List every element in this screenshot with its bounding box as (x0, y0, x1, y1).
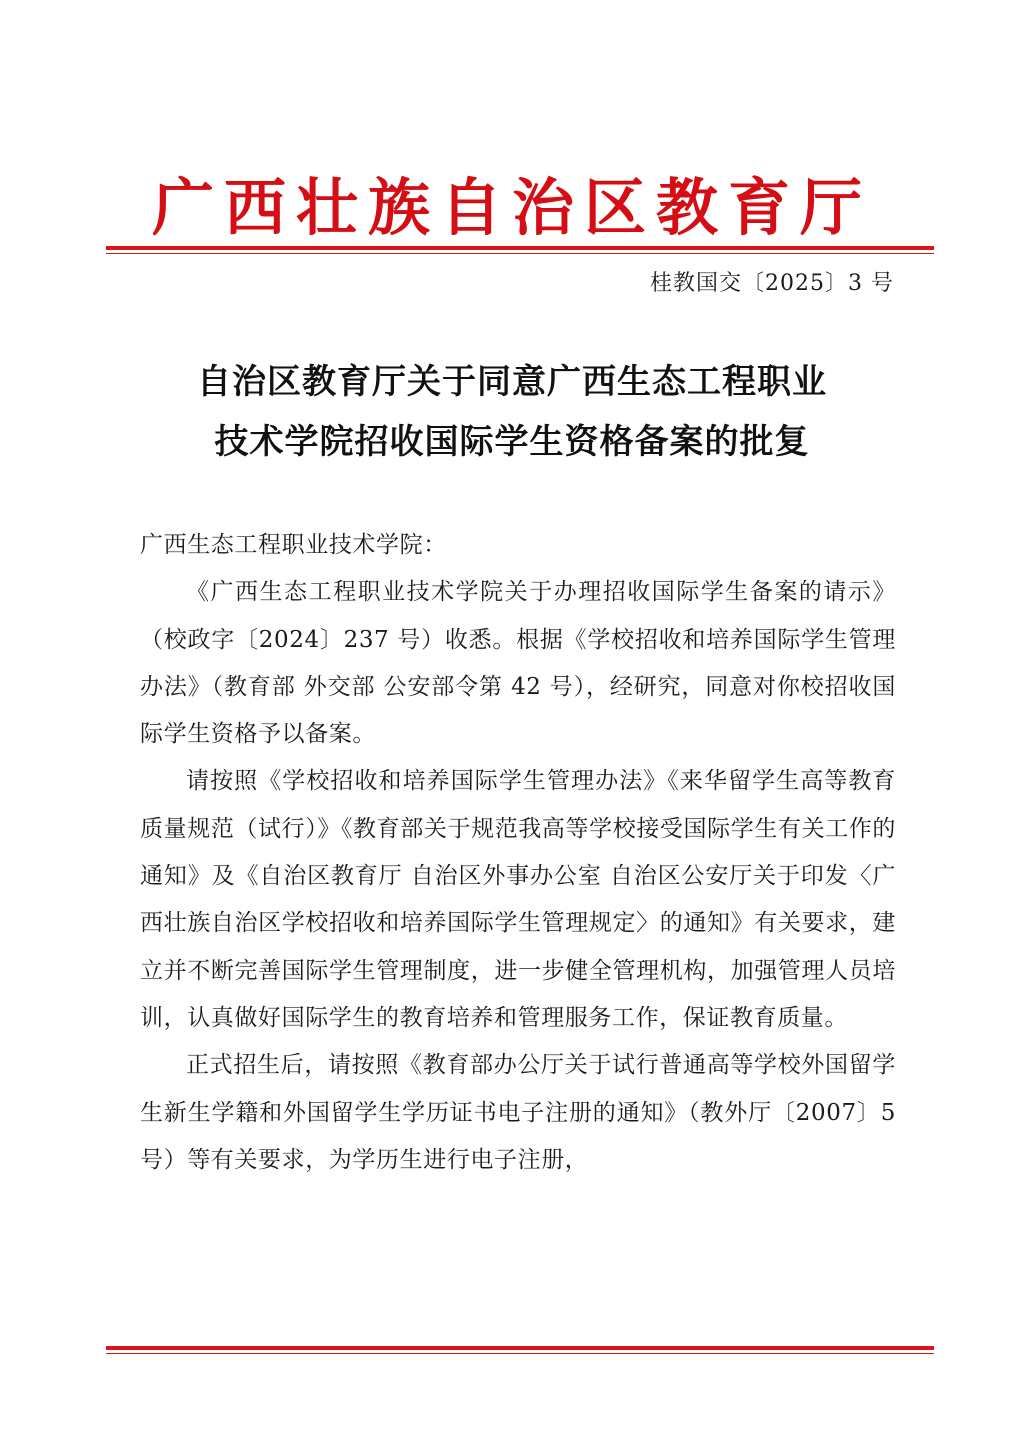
document-title (0, 352, 1024, 472)
header-red-rule-thin (106, 253, 934, 254)
header-red-rule-thick (106, 246, 934, 250)
footer-red-rule-thick (106, 1346, 934, 1350)
document-body (140, 522, 896, 1184)
salutation: 广西生态工程职业技术学院： (140, 532, 447, 558)
footer-red-rule-thin (106, 1353, 934, 1354)
agency-header-title: 广西壮族自治区教育厅 (151, 171, 872, 244)
body-paragraph-3: 正式招生后，请按照《教育部办公厅关于试行普通高等学校外国留学生新生学籍和外国留学生学历证书电子注册的通知》（教外厅〔2007〕5 号）等有关要求，为学历生进行电子注册， (140, 1052, 896, 1173)
document-number: 桂教国交〔2025〕3 号 (650, 271, 894, 296)
body-paragraph-2: 请按照《学校招收和培养国际学生管理办法》《来华留学生高等教育质量规范（试行）》《教育部关于规范我高等学校接受国际学生有关工作的通知》及《自治区教育厅 自治区外事办公室 自治区公安厅关于印发〈广西壮族自治区学校招收和培养国际学生管理规定〉的通知》有关要求，建立并不断完善国际学生管理制度，进一步健全管理机构，加强管理人员培训，认真做好国际学生的教育培养和管理服务工作，保证教育质量。 (140, 768, 896, 1031)
document-title-line-2: 技术学院招收国际学生资格备案的批复 (214, 422, 810, 462)
document-title-line-1: 自治区教育厅关于同意广西生态工程职业 (197, 362, 827, 402)
body-paragraph-1: 《广西生态工程职业技术学院关于办理招收国际学生备案的请示》（校政字〔2024〕237 号）收悉。根据《学校招收和培养国际学生管理办法》（教育部 外交部 公安部令第 42 号），经研究，同意对你校招收国际学生资格予以备案。 (140, 579, 896, 748)
